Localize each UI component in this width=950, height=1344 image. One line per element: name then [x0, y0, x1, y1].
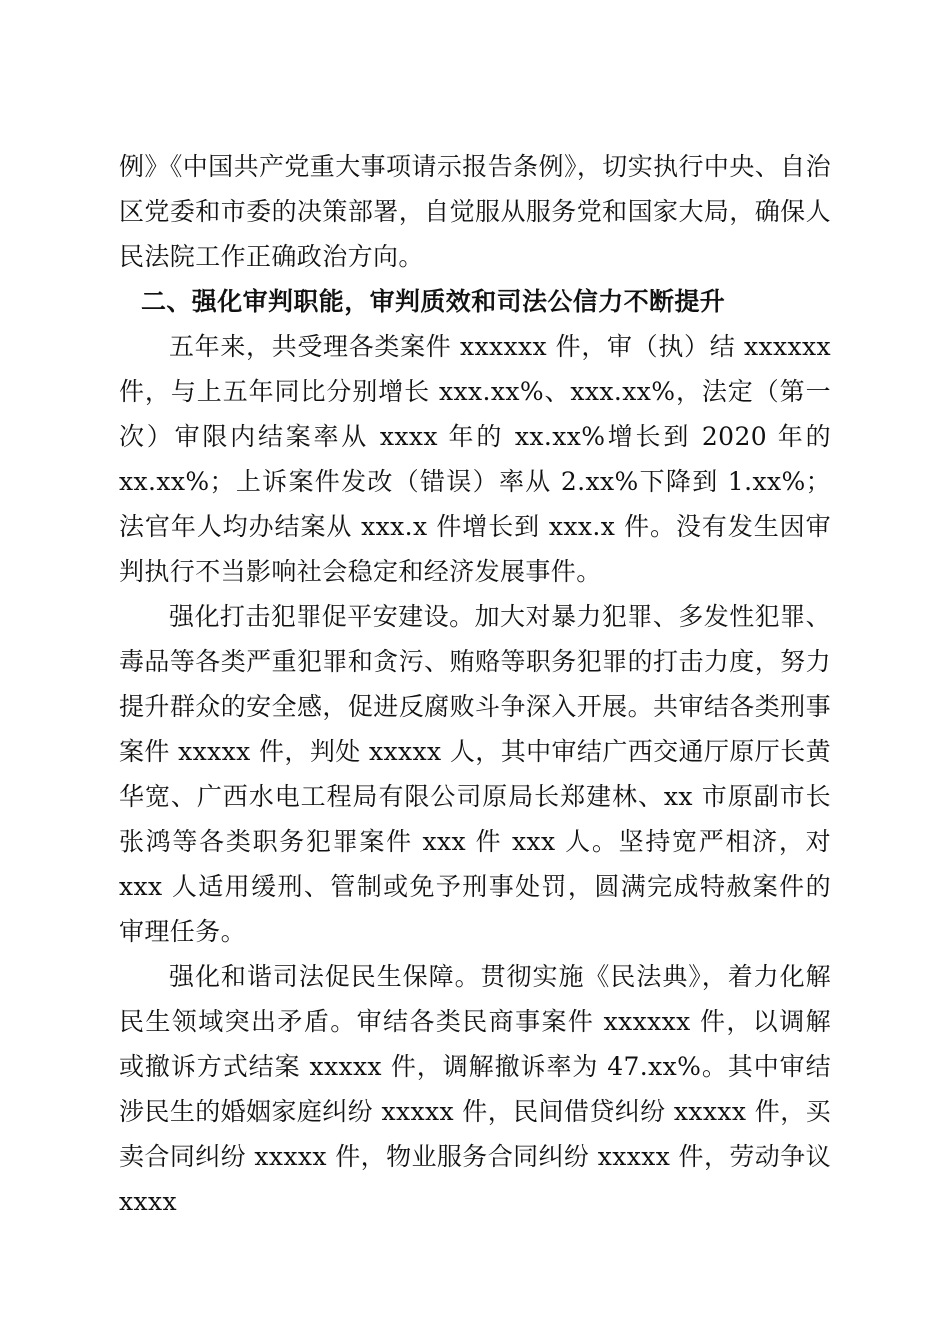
paragraph-case-statistics: 五年来，共受理各类案件 xxxxxx 件，审（执）结 xxxxxx 件，与上五年同比分别增长 xxx.xx%、xxx.xx%，法定（第一次）审限内结案率从 xxxx 年的 xx.xx%增长到 2020 年的 xx.xx%；上诉案件发改（错误）率从 2.xx%下降到 1.xx%；法官年人均办结案从 xxx.x 件增长到 xxx.x 件。没有发生因审判执行不当影响社会稳定和经济发展事件。: [119, 332, 831, 586]
paragraph-continuation: 例》《中国共产党重大事项请示报告条例》，切实执行中央、自治区党委和市委的决策部署，自觉服从服务党和国家大局，确保人民法院工作正确政治方向。: [119, 152, 831, 271]
paragraph-criminal-cases: 强化打击犯罪促平安建设。加大对暴力犯罪、多发性犯罪、毒品等各类严重犯罪和贪污、贿赂等职务犯罪的打击力度，努力提升群众的安全感，促进反腐败斗争深入开展。共审结各类刑事案件 xxxxx 件，判处 xxxxx 人，其中审结广西交通厅原厅长黄华宽、广西水电工程局有限公司原局长郑建林、xx 市原副市长张鸿等各类职务犯罪案件 xxx 件 xxx 人。坚持宽严相济，对 xxx 人适用缓刑、管制或免予刑事处罚，圆满完成特赦案件的审理任务。: [119, 602, 831, 946]
section-heading: 二、强化审判职能，审判质效和司法公信力不断提升: [141, 287, 726, 316]
document-page: [119, 144, 831, 1224]
paragraph-civil-cases: 强化和谐司法促民生保障。贯彻实施《民法典》，着力化解民生领域突出矛盾。审结各类民商事案件 xxxxxx 件，以调解或撤诉方式结案 xxxxx 件，调解撤诉率为 47.xx%。其中审结涉民生的婚姻家庭纠纷 xxxxx 件，民间借贷纠纷 xxxxx 件，买卖合同纠纷 xxxxx 件，物业服务合同纠纷 xxxxx 件，劳动争议 xxxx: [119, 962, 831, 1216]
